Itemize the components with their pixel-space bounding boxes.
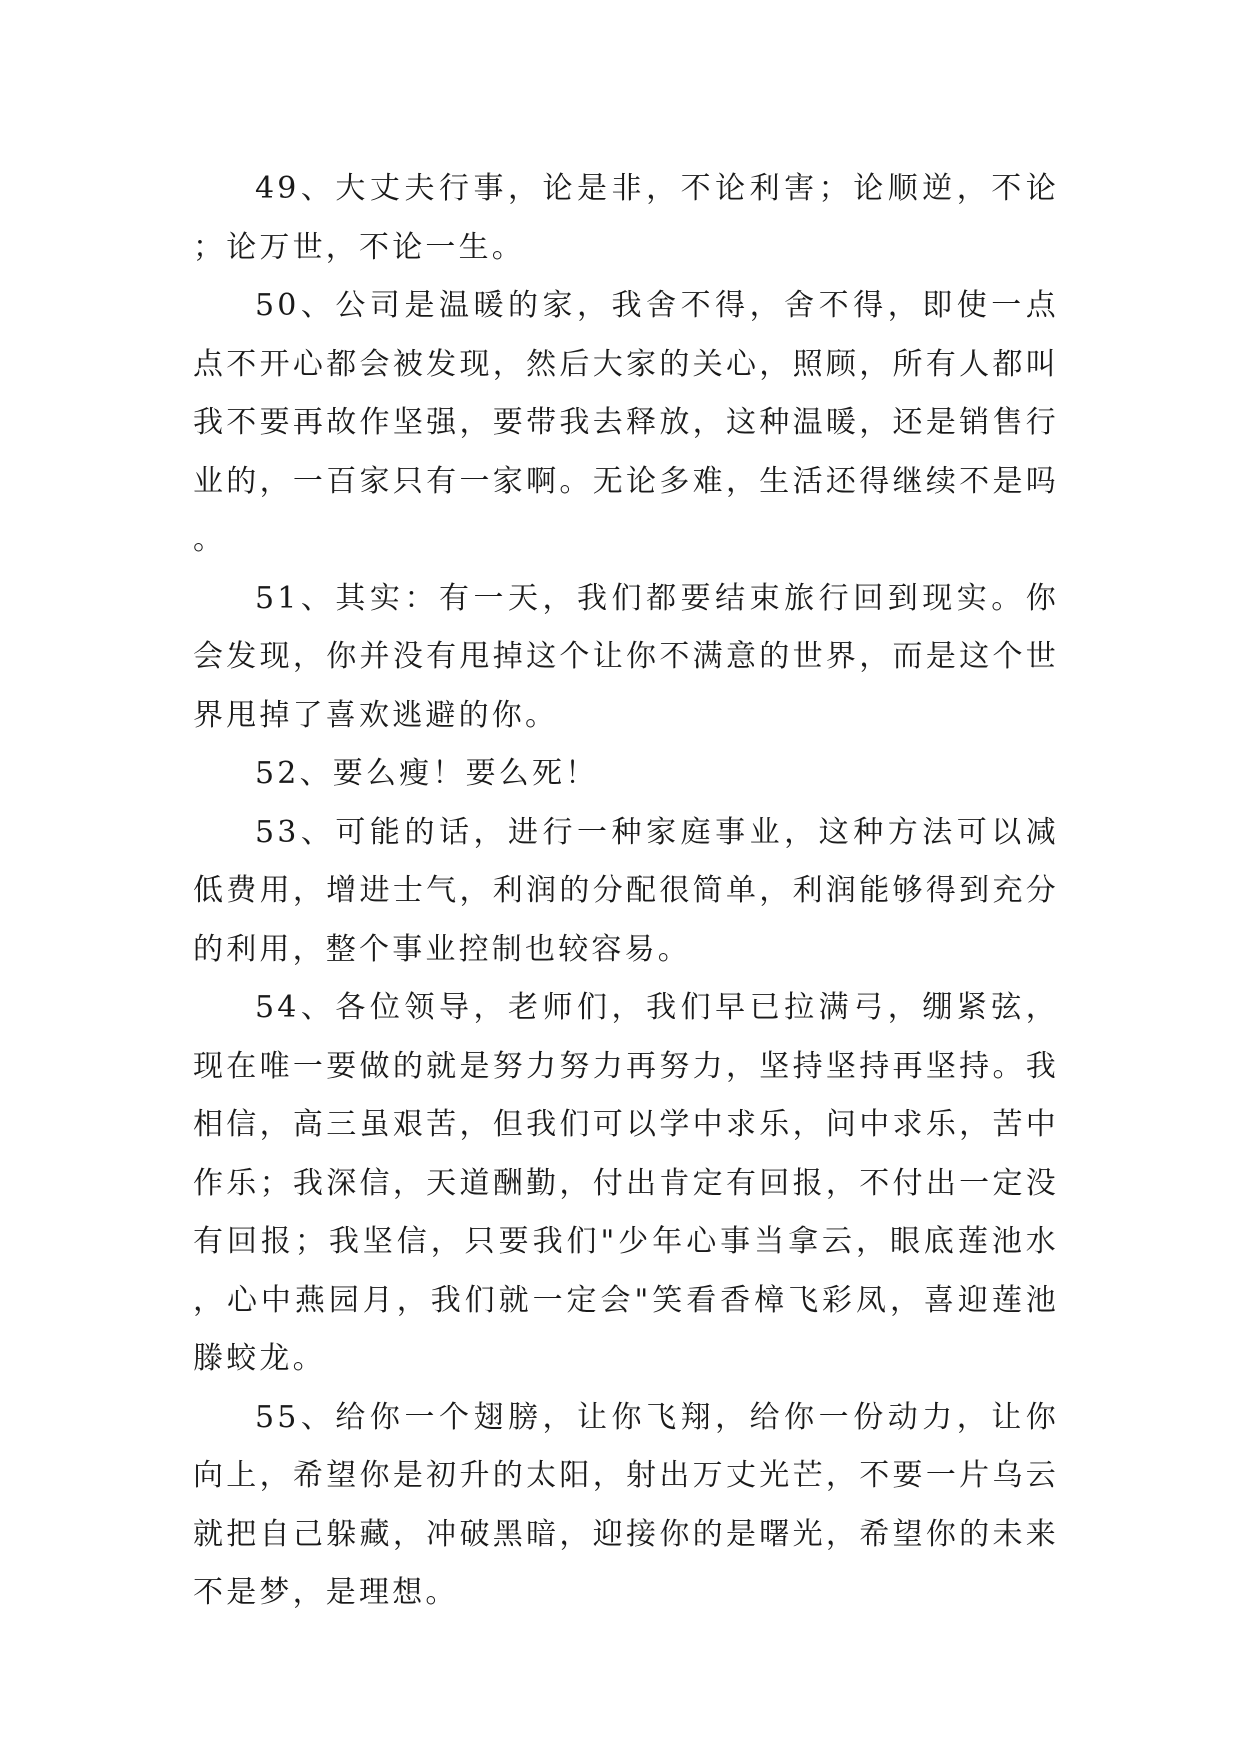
paragraph-51: 51、其实：有一天，我们都要结束旅行回到现实。你会发现，你并没有甩掉这个让你不满意的世界，而是这个世界甩掉了喜欢逃避的你。 <box>193 580 1059 733</box>
paragraph-53: 53、可能的话，进行一种家庭事业，这种方法可以减低费用，增进士气，利润的分配很简单，利润能够得到充分的利用，整个事业控制也较容易。 <box>193 814 1059 967</box>
document-body <box>193 160 1059 1623</box>
paragraph-49: 49、大丈夫行事，论是非，不论利害；论顺逆，不论；论万世，不论一生。 <box>193 171 1059 265</box>
paragraph-50: 50、公司是温暖的家，我舍不得，舍不得，即使一点点不开心都会被发现，然后大家的关心，照顾，所有人都叫我不要再故作坚强，要带我去释放，这种温暖，还是销售行业的，一百家只有一家啊。无论多难，生活还得继续不是吗。 <box>193 288 1059 557</box>
paragraph-54: 54、各位领导，老师们，我们早已拉满弓，绷紧弦，现在唯一要做的就是努力努力再努力，坚持坚持再坚持。我相信，高三虽艰苦，但我们可以学中求乐，问中求乐，苦中作乐；我深信，天道酬勤，付出肯定有回报，不付出一定没有回报；我坚信，只要我们"少年心事当拿云，眼底莲池水，心中燕园月，我们就一定会"笑看香樟飞彩凤，喜迎莲池滕蛟龙。 <box>193 990 1059 1376</box>
paragraph-52: 52、要么瘦！要么死！ <box>255 756 599 791</box>
paragraph-55: 55、给你一个翅膀，让你飞翔，给你一份动力，让你向上，希望你是初升的太阳，射出万丈光芒，不要一片乌云就把自己躲藏，冲破黑暗，迎接你的是曙光，希望你的未来不是梦，是理想。 <box>193 1399 1059 1610</box>
